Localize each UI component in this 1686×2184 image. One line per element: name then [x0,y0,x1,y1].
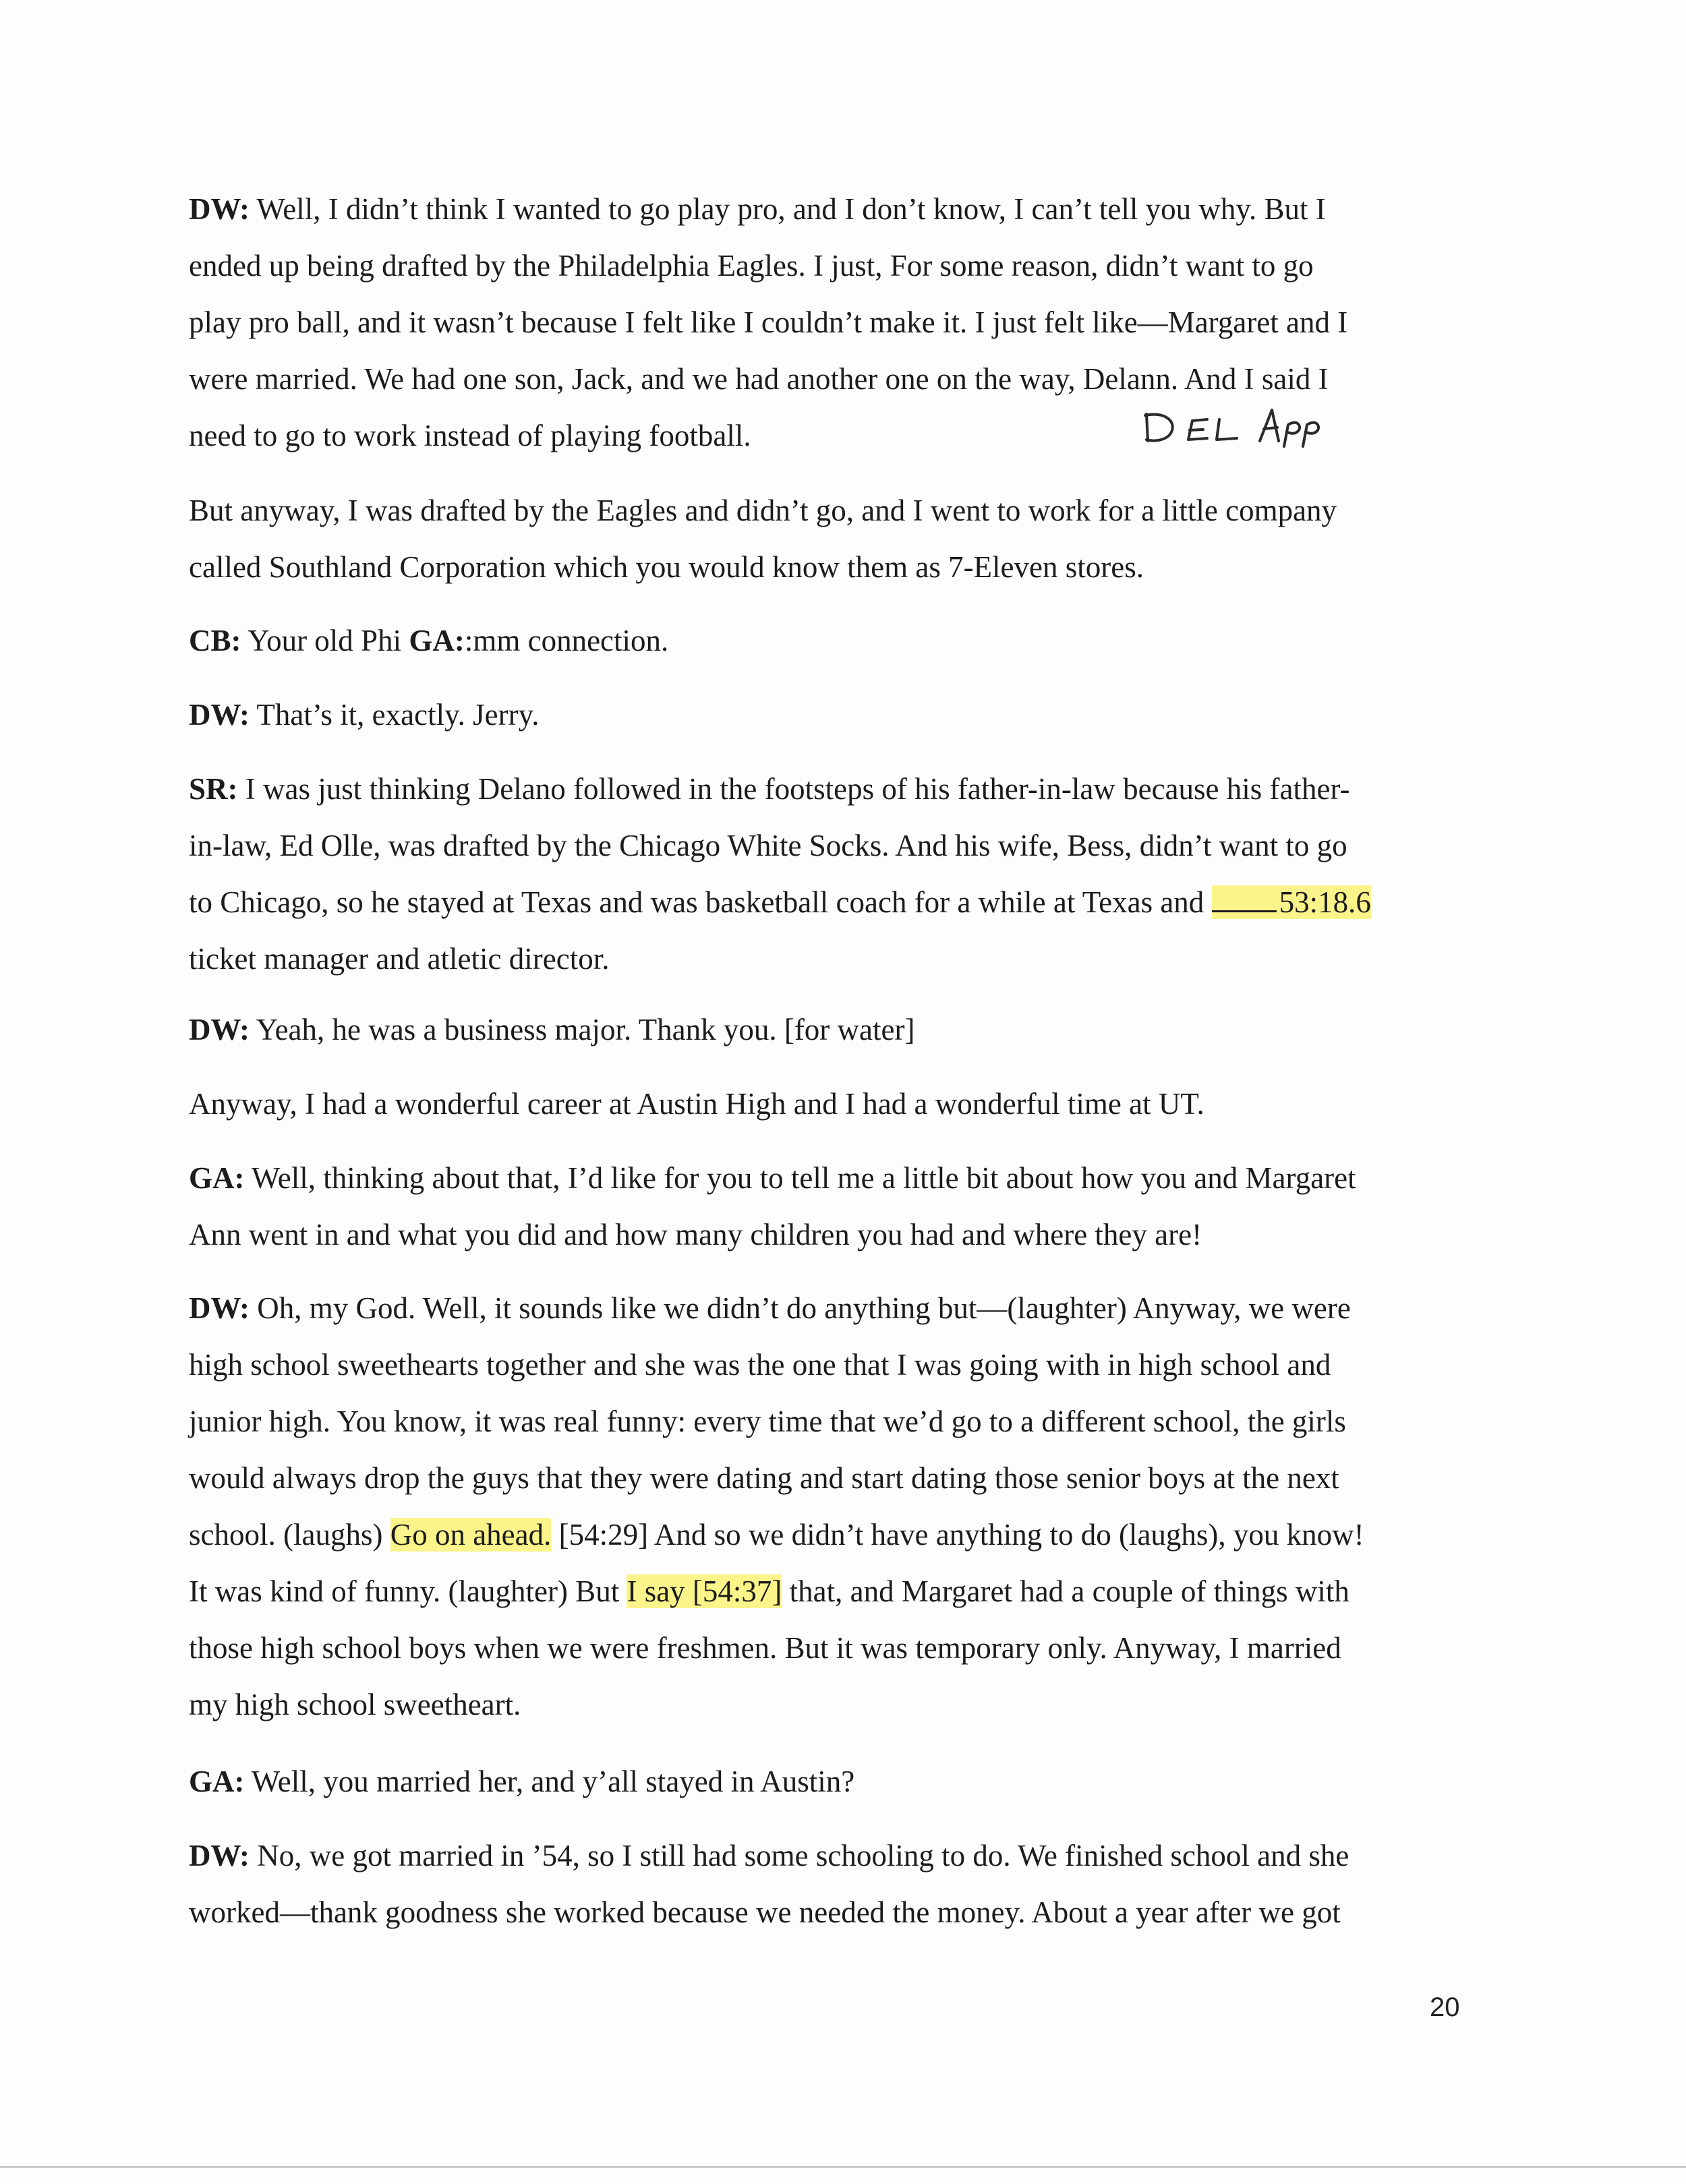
line: would always drop the guys that they were dating and start dating those senior boys at the next [189,1461,1339,1495]
speaker-label: CB: [189,624,241,657]
paragraph-ga-2 [189,1753,1487,1810]
scan-edge-line [0,2166,1686,2168]
speaker-label: DW: [189,1291,250,1325]
line: DW: Oh, my God. Well, it sounds like we didn’t do anything but—(laughter) Anyway, we were [189,1291,1351,1325]
line: in-law, Ed Olle, was drafted by the Chicago White Socks. And his wife, Bess, didn’t want to go [189,829,1347,862]
line: junior high. You know, it was real funny: every time that we’d go to a different school, the girls [189,1405,1346,1438]
line: worked—thank goodness she worked because we needed the money. About a year after we got [189,1895,1341,1929]
highlighted-text: Go on ahead. [390,1518,552,1552]
page-number: 20 [1430,1993,1460,2022]
line: DW: That’s it, exactly. Jerry. [189,698,540,732]
line: DW: Well, I didn’t think I wanted to go play pro, and I don’t know, I can’t tell you why. But I [189,192,1326,226]
paragraph-dw-7 [189,1827,1487,1941]
paragraph-sr [189,761,1487,987]
line: play pro ball, and it wasn’t because I felt like I couldn’t make it. I just felt like—Margaret and I [189,305,1348,339]
handwritten-annotation [1140,402,1322,449]
paragraph-dw-3 [189,686,1487,743]
highlighted-timestamp: 53:18.6 [1212,885,1371,919]
line: ended up being drafted by the Philadelphia Eagles. I just, For some reason, didn’t want to go [189,249,1314,283]
line: GA: Well, you married her, and y’all stayed in Austin? [189,1765,855,1798]
speaker-label: DW: [189,192,250,226]
line: ticket manager and atletic director. [189,942,610,976]
line: need to go to work instead of playing football. [189,419,751,452]
speaker-label: GA: [189,1765,245,1798]
speaker-label: SR: [189,772,238,806]
blank-underline [1212,885,1277,912]
line: It was kind of funny. (laughter) But I say [54:37] that, and Margaret had a couple of things with [189,1574,1349,1608]
line: Ann went in and what you did and how many children you had and where they are! [189,1218,1202,1251]
line: school. (laughs) Go on ahead. [54:29] And so we didn’t have anything to do (laughs), you know! [189,1518,1364,1552]
speaker-label: DW: [189,1013,250,1046]
line: to Chicago, so he stayed at Texas and was basketball coach for a while at Texas and 53:18.6 [189,885,1371,919]
highlighted-text: I say [54:37] [627,1574,782,1608]
speaker-label: DW: [189,698,250,732]
speaker-label: GA: [189,1161,245,1195]
paragraph-cb [189,612,1487,669]
line: my high school sweetheart. [189,1688,521,1721]
paragraph-ga-1 [189,1150,1487,1263]
line: SR: I was just thinking Delano followed in the footsteps of his father-in-law because his father- [189,772,1350,806]
line: called Southland Corporation which you would know them as 7-Eleven stores. [189,550,1144,584]
line: But anyway, I was drafted by the Eagles and didn’t go, and I went to work for a little company [189,494,1337,527]
line: high school sweethearts together and she was the one that I was going with in high school and [189,1348,1331,1382]
paragraph-dw-6 [189,1280,1487,1733]
paragraph-dw-2 [189,482,1487,595]
line: GA: Well, thinking about that, I’d like for you to tell me a little bit about how you and Margaret [189,1161,1356,1195]
paragraph-dw-5 [189,1075,1487,1132]
line: CB: Your old Phi GA::mm connection. [189,624,669,657]
line: those high school boys when we were freshmen. But it was temporary only. Anyway, I married [189,1631,1341,1665]
line: Anyway, I had a wonderful career at Austin High and I had a wonderful time at UT. [189,1087,1204,1121]
line: DW: Yeah, he was a business major. Thank you. [for water] [189,1013,915,1046]
speaker-label: DW: [189,1839,250,1872]
paragraph-dw-4 [189,1001,1487,1058]
line: DW: No, we got married in ’54, so I still had some schooling to do. We finished school and she [189,1839,1349,1872]
line: were married. We had one son, Jack, and we had another one on the way, Delann. And I said I [189,362,1329,396]
speaker-label: GA: [409,624,465,657]
